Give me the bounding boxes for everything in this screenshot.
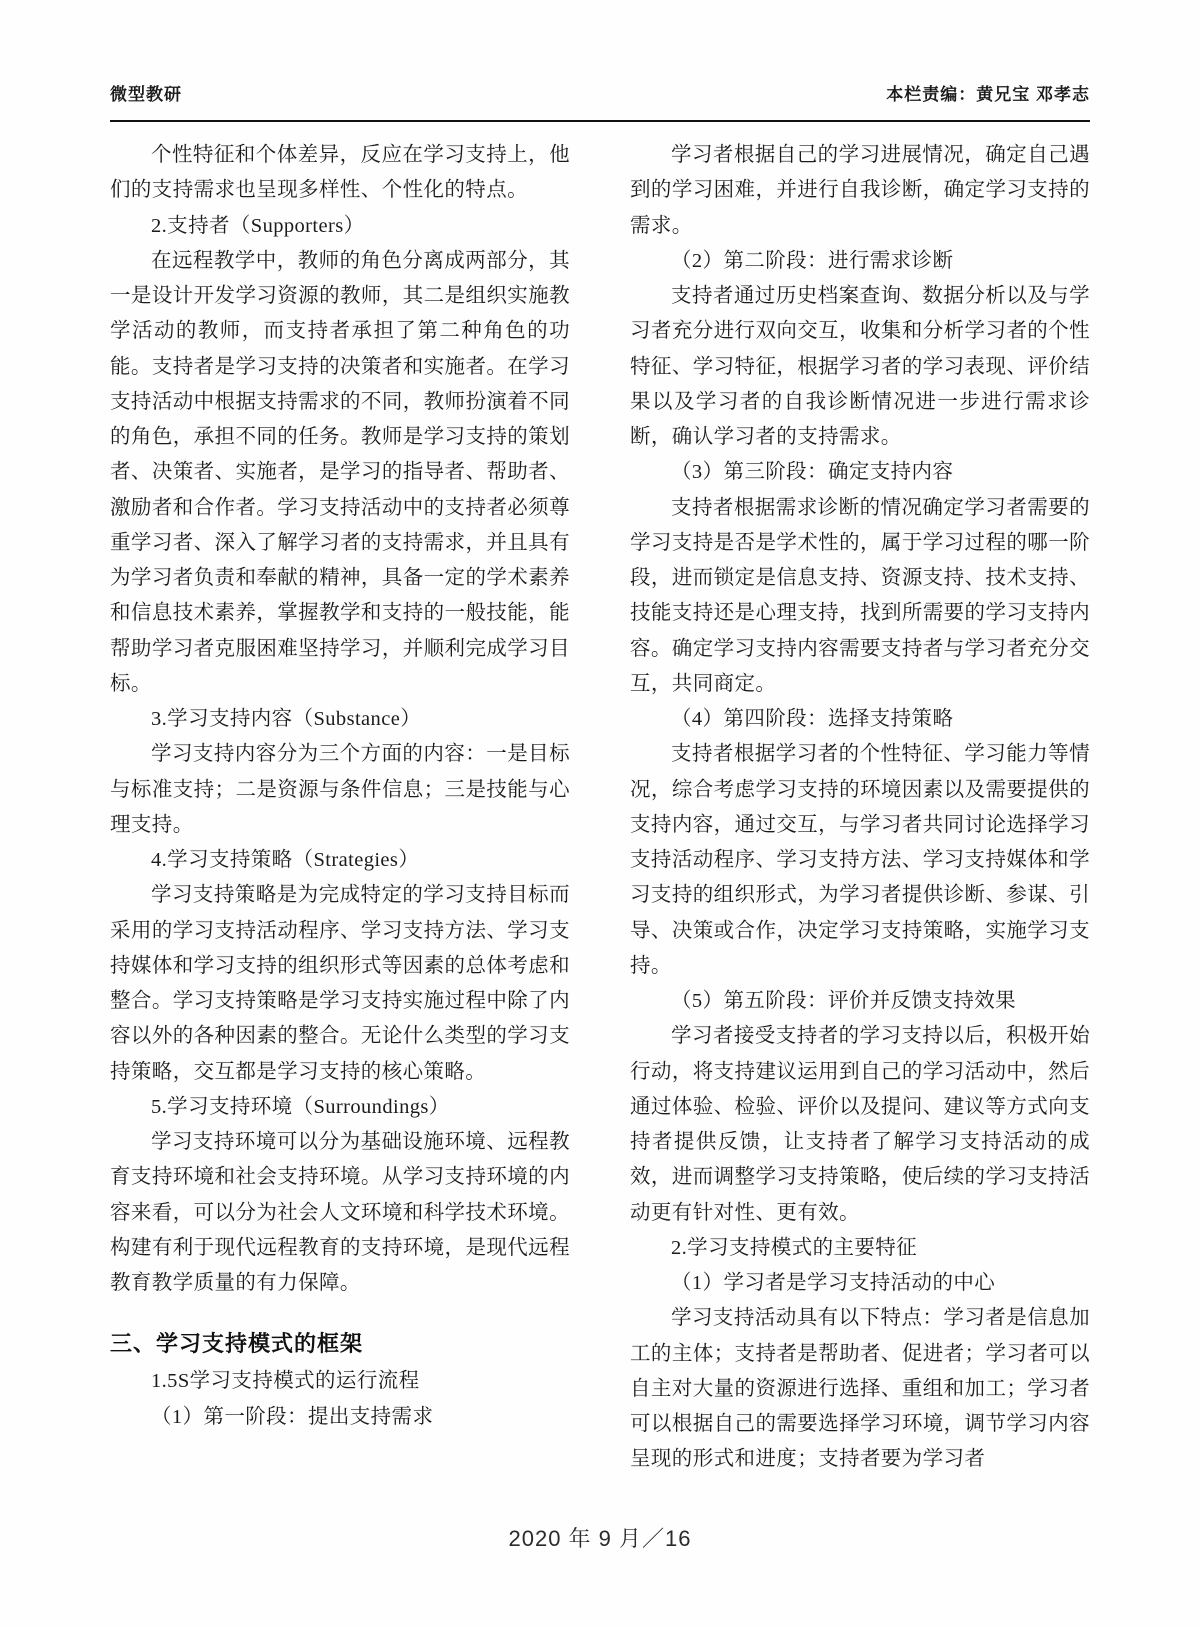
paragraph: 学习支持内容分为三个方面的内容：一是目标与标准支持；二是资源与条件信息；三是技能与心理支持。 <box>110 743 570 836</box>
paragraph: 支持者通过历史档案查询、数据分析以及与学习者充分进行双向交互，收集和分析学习者的个性特征、学习特征，根据学习者的学习表现、评价结果以及学习者的自我诊断情况进一步进行需求诊断，确认学习者的支持需求。 <box>630 285 1090 448</box>
right-column <box>630 138 1090 1478</box>
header-section-label: 微型教研 <box>110 85 182 104</box>
header-divider <box>110 120 1090 122</box>
page-header <box>110 80 1090 105</box>
subheading-substance: 3.学习支持内容（Substance） <box>151 708 422 730</box>
paragraph: 支持者根据需求诊断的情况确定学习者需要的学习支持是否是学术性的，属于学习过程的哪一阶段，进而锁定是信息支持、资源支持、技术支持、技能支持还是心理支持，找到所需要的学习支持内容。确定学习支持内容需要支持者与学习者充分交互，共同商定。 <box>630 496 1090 695</box>
paragraph: 学习者根据自己的学习进展情况，确定自己遇到的学习困难，并进行自我诊断，确定学习支持的需求。 <box>630 144 1090 237</box>
subheading-feature-1: （1）学习者是学习支持活动的中心 <box>671 1272 996 1294</box>
header-editors-label: 本栏责编：黄兄宝 邓孝志 <box>886 85 1090 104</box>
subheading-main-features: 2.学习支持模式的主要特征 <box>671 1236 918 1259</box>
subheading-surroundings: 5.学习支持环境（Surroundings） <box>151 1095 450 1118</box>
section-heading: 三、学习支持模式的框架 <box>110 1331 364 1357</box>
subheading-stage-5: （5）第五阶段：评价并反馈支持效果 <box>671 990 1017 1012</box>
two-column-body <box>110 138 1090 1478</box>
paragraph: 学习者接受支持者的学习支持以后，积极开始行动，将支持建议运用到自己的学习活动中，然后通过体验、检验、评价以及提问、建议等方式向支持者提供反馈，让支持者了解学习支持活动的成效，进而调整学习支持策略，使后续的学习支持活动更有针对性、更有效。 <box>630 1025 1090 1224</box>
subheading-stage-1: （1）第一阶段：提出支持需求 <box>151 1405 434 1428</box>
paragraph: 在远程教学中，教师的角色分离成两部分，其一是设计开发学习资源的教师，其二是组织实施教学活动的教师，而支持者承担了第二种角色的功能。支持者是学习支持的决策者和实施者。在学习支持活动中根据支持需求的不同，教师扮演着不同的角色，承担不同的任务。教师是学习支持的策划者、决策者、实施者，是学习的指导者、帮助者、激励者和合作者。学习支持活动中的支持者必须尊重学习者、深入了解学习者的支持需求，并且具有为学习者负责和奉献的精神，具备一定的学术素养和信息技术素养，掌握教学和支持的一般技能，能帮助学习者克服困难坚持学习，并顺利完成学习目标。 <box>110 249 570 695</box>
subheading-stage-2: （2）第二阶段：进行需求诊断 <box>671 249 954 272</box>
paragraph: 学习支持环境可以分为基础设施环境、远程教育支持环境和社会支持环境。从学习支持环境的内容来看，可以分为社会人文环境和科学技术环境。构建有利于现代远程教育的支持环境，是现代远程教育教学质量的有力保障。 <box>110 1131 570 1294</box>
paragraph: 个性特征和个体差异，反应在学习支持上，他们的支持需求也呈现多样性、个性化的特点。 <box>110 144 570 202</box>
page-number-label: 2020 年 9 月／16 <box>508 1526 692 1551</box>
subheading-strategies: 4.学习支持策略（Strategies） <box>151 849 420 871</box>
paragraph: 学习支持策略是为完成特定的学习支持目标而采用的学习支持活动程序、学习支持方法、学习支持媒体和学习支持的组织形式等因素的总体考虑和整合。学习支持策略是学习支持实施过程中除了内容以外的各种因素的整合。无论什么类型的学习支持策略，交互都是学习支持的核心策略。 <box>110 884 570 1083</box>
subheading-supporters: 2.支持者（Supporters） <box>151 214 365 237</box>
paragraph: 学习支持活动具有以下特点：学习者是信息加工的主体；支持者是帮助者、促进者；学习者可以自主对大量的资源进行选择、重组和加工；学习者可以根据自己的需要选择学习环境，调节学习内容呈现的形式和进度；支持者要为学习者 <box>630 1307 1090 1471</box>
subheading-stage-4: （4）第四阶段：选择支持策略 <box>671 708 954 730</box>
subheading-stage-3: （3）第三阶段：确定支持内容 <box>671 461 954 484</box>
page-footer <box>0 1522 1200 1553</box>
subheading-5s-flow: 1.5S学习支持模式的运行流程 <box>151 1370 420 1393</box>
left-column <box>110 138 570 1478</box>
paragraph: 支持者根据学习者的个性特征、学习能力等情况，综合考虑学习支持的环境因素以及需要提供的支持内容，通过交互，与学习者共同讨论选择学习支持活动程序、学习支持方法、学习支持媒体和学习支持的组织形式，为学习者提供诊断、参谋、引导、决策或合作，决定学习支持策略，实施学习支持。 <box>630 743 1090 977</box>
